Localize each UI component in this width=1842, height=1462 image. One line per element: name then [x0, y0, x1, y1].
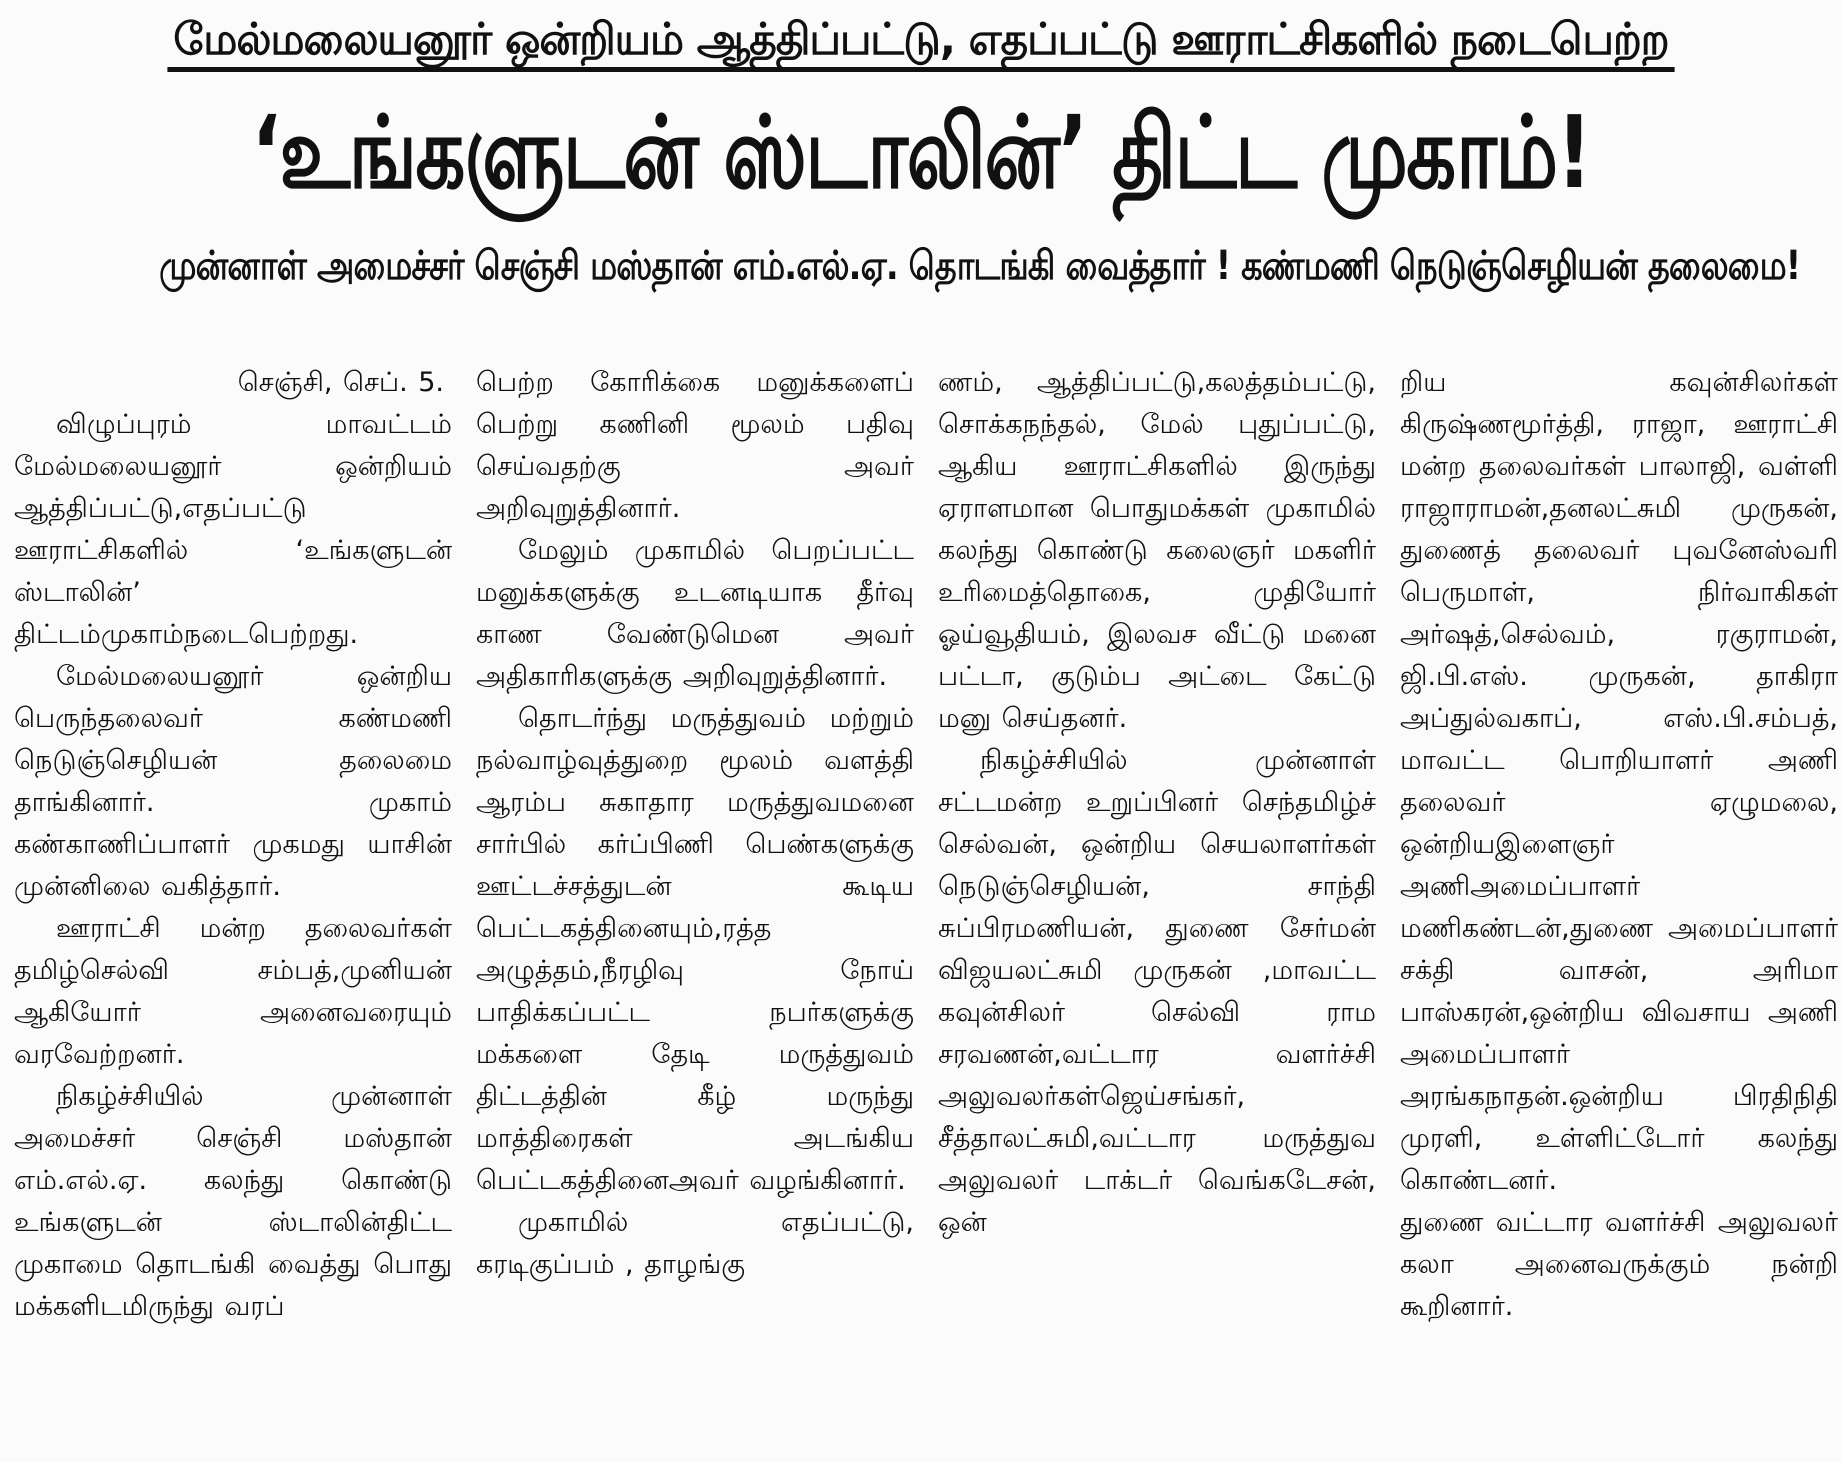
- paragraph: விழுப்புரம் மாவட்டம் மேல்மலையனூர் ஒன்றியம் ஆத்திப்பட்டு,எதப்பட்டு ஊராட்சிகளில் ‘உங்களுடன் ஸ்டாலின்’ திட்டம்முகாம்நடைபெற்றது.: [14, 409, 452, 650]
- paragraph: நிகழ்ச்சியில் முன்னாள் சட்டமன்ற உறுப்பினர் செந்தமிழ்ச் செல்வன், ஒன்றிய செயலாளர்கள் நெடுஞ்செழியன், சாந்தி சுப்பிரமணியன், துணை சேர்மன் விஜயலட்சுமி முருகன் ,மாவட்ட கவுன்சிலர் செல்வி ராம சரவணன்,வட்டார வளர்ச்சி அலுவலர்கள்ஜெய்சங்கர், சீத்தாலட்சுமி,வட்டார மருத்துவ அலுவலர் டாக்டர் வெங்கடேசன், ஒன்: [938, 745, 1376, 1238]
- column-3: [938, 362, 1376, 1462]
- paragraph: முகாமில் எதப்பட்டு, கரடிகுப்பம் , தாழங்கு: [476, 1207, 914, 1280]
- dateline: செஞ்சி, செப். 5.: [237, 367, 444, 398]
- article-body: [14, 362, 1838, 1462]
- paragraph: மேலும் முகாமில் பெறப்பட்ட மனுக்களுக்கு உடனடியாக தீர்வு காண வேண்டுமென அவர் அதிகாரிகளுக்கு அறிவுறுத்தினார்.: [476, 535, 914, 692]
- column-2: [476, 362, 914, 1462]
- paragraph: மேல்மலையனூர் ஒன்றிய பெருந்தலைவர் கண்மணி நெடுஞ்செழியன் தலைமை தாங்கினார். முகாம் கண்காணிப்பாளர் முகமது யாசின் முன்னிலை வகித்தார்.: [14, 661, 452, 902]
- paragraph: நிகழ்ச்சியில் முன்னாள் அமைச்சர் செஞ்சி மஸ்தான் எம்.எல்.ஏ. கலந்து கொண்டு உங்களுடன் ஸ்டாலின்திட்ட முகாமை தொடங்கி வைத்து பொது மக்களிடமிருந்து வரப்: [14, 1081, 452, 1322]
- column-1: [14, 362, 452, 1462]
- paragraph: ஊராட்சி மன்ற தலைவர்கள் தமிழ்செல்வி சம்பத்,முனியன் ஆகியோர் அனைவரையும் வரவேற்றனர்.: [14, 913, 452, 1070]
- paragraph: துணை வட்டார வளர்ச்சி அலுவலர் கலா அனைவருக்கும் நன்றி கூறினார்.: [1400, 1207, 1838, 1322]
- paragraph: பெற்ற கோரிக்கை மனுக்களைப் பெற்று கணினி மூலம் பதிவு செய்வதற்கு அவர் அறிவுறுத்தினார்.: [476, 367, 914, 524]
- headline: ‘உங்களுடன் ஸ்டாலின்’ திட்ட முகாம்!: [251, 94, 1591, 211]
- paragraph: ணம், ஆத்திப்பட்டு,கலத்தம்பட்டு, சொக்கநந்தல், மேல் புதுப்பட்டு, ஆகிய ஊராட்சிகளில் இருந்து ஏராளமான பொதுமக்கள் முகாமில் கலந்து கொண்டு கலைஞர் மகளிர் உரிமைத்தொகை, முதியோர் ஓய்வூதியம், இலவச வீட்டு மனை பட்டா, குடும்ப அட்டை கேட்டு மனு செய்தனர்.: [938, 367, 1376, 734]
- paragraph: றிய கவுன்சிலர்கள் கிருஷ்ணமூர்த்தி, ராஜா, ஊராட்சி மன்ற தலைவர்கள் பாலாஜி, வள்ளி ராஜாராமன்,தனலட்சுமி முருகன், துணைத் தலைவர் புவனேஸ்வரி பெருமாள், நிர்வாகிகள் அர்ஷத்,செல்வம், ரகுராமன், ஜி.பி.எஸ். முருகன், தாகிரா அப்துல்வகாப், எஸ்.பி.சம்பத், மாவட்ட பொறியாளர் அணி தலைவர் ஏழுமலை, ஒன்றியஇளைஞர் அணிஅமைப்பாளர் மணிகண்டன்,துணை அமைப்பாளர் சக்தி வாசன், அரிமா பாஸ்கரன்,ஒன்றிய விவசாய அணி அமைப்பாளர் அரங்கநாதன்.ஒன்றிய பிரதிநிதி முரளி, உள்ளிட்டோர் கலந்து கொண்டனர்.: [1400, 367, 1838, 1196]
- kicker-text: மேல்மலையனூர் ஒன்றியம் ஆத்திப்பட்டு, எதப்பட்டு ஊராட்சிகளில் நடைபெற்ற: [168, 14, 1675, 72]
- paragraph: தொடர்ந்து மருத்துவம் மற்றும் நல்வாழ்வுத்துறை மூலம் வளத்தி ஆரம்ப சுகாதார மருத்துவமனை சார்பில் கர்ப்பிணி பெண்களுக்கு ஊட்டச்சத்துடன் கூடிய பெட்டகத்தினையும்,ரத்த அழுத்தம்,நீரழிவு நோய் பாதிக்கப்பட்ட நபர்களுக்கு மக்களை தேடி மருத்துவம் திட்டத்தின் கீழ் மருந்து மாத்திரைகள் அடங்கிய பெட்டகத்தினைஅவர் வழங்கினார்.: [476, 703, 914, 1196]
- kicker: [50, 8, 1791, 74]
- column-4: [1400, 362, 1838, 1462]
- deck: முன்னாள் அமைச்சர் செஞ்சி மஸ்தான் எம்.எல்.ஏ. தொடங்கி வைத்தார் ! கண்மணி நெடுஞ்செழியன் தலைமை!: [159, 243, 1801, 289]
